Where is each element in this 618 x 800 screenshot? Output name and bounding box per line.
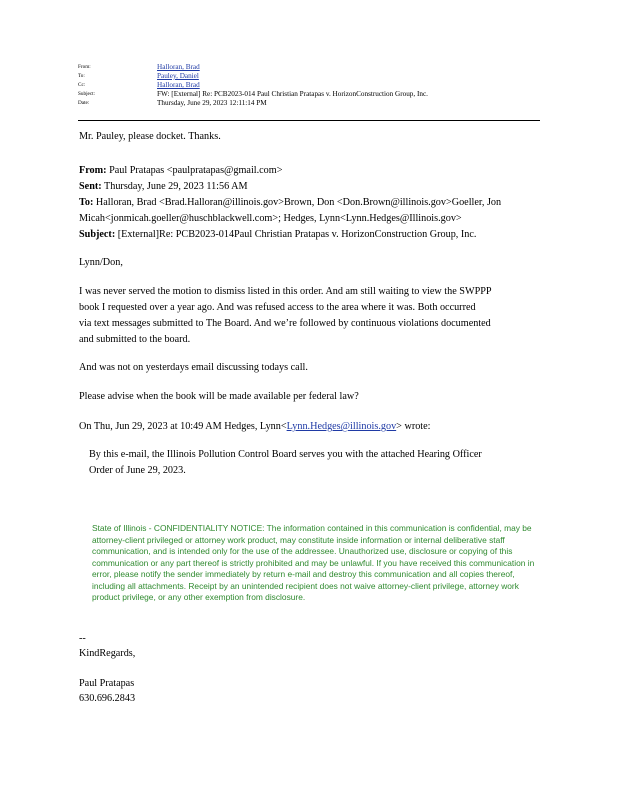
signature-phone: 630.696.2843: [79, 693, 136, 704]
signature-regards: KindRegards,: [79, 648, 136, 659]
fwd-to-line-2: Micah<jonmicah.goeller@huschblackwell.com>; Hedges, Lynn<Lynn.Hedges@Illinois.gov>: [79, 213, 462, 224]
header-cc-row: [78, 81, 540, 90]
fwd-sent-label: Sent:: [79, 181, 102, 192]
header-subject-label: Subject:: [78, 91, 96, 97]
signature-dashes: --: [79, 633, 86, 644]
paragraph-1: [79, 284, 549, 348]
paragraph-1-line-2: book I requested over a year ago. And was refused access to the area where it was. Both occurred: [79, 302, 476, 313]
header-from-label: From:: [78, 64, 91, 70]
header-subject-row: [78, 90, 540, 99]
on-wrote-prefix: On Thu, Jun 29, 2023 at 10:49 AM Hedges, Lynn<: [79, 421, 287, 432]
header-divider: [78, 120, 540, 121]
fwd-from-line: [79, 163, 549, 179]
header-subject-value: FW: [External] Re: PCB2023-014 Paul Christian Pratapas v. HorizonConstruction Group, Inc.: [157, 90, 428, 98]
quoted-message: [89, 447, 539, 479]
fwd-subject-value: [External]Re: PCB2023-014Paul Christian Pratapas v. HorizonConstruction Group, Inc.: [117, 229, 477, 240]
header-to-label: To:: [78, 73, 85, 79]
fwd-to-line: [79, 195, 549, 211]
paragraph-1-line-1: I was never served the motion to dismiss listed in this order. And am still waiting to view the SWPPP: [79, 286, 492, 297]
header-from-link[interactable]: Halloran, Brad: [157, 63, 200, 71]
header-to-row: [78, 72, 540, 81]
on-wrote-line: [79, 419, 549, 435]
fwd-subject-line: [79, 227, 549, 243]
header-from-row: [78, 63, 540, 72]
intro-text: Mr. Pauley, please docket. Thanks.: [79, 131, 221, 142]
on-wrote-suffix: > wrote:: [396, 421, 431, 432]
paragraph-1-line-4: and submitted to the board.: [79, 334, 191, 345]
lynn-email-link[interactable]: Lynn.Hedges@illinois.gov: [286, 421, 397, 432]
header-cc-link[interactable]: Halloran, Brad: [157, 81, 200, 89]
fwd-from-label: From:: [79, 165, 107, 176]
fwd-sent-line: [79, 179, 549, 195]
email-header: [78, 63, 540, 108]
header-date-row: [78, 99, 540, 108]
fwd-to-label: To:: [79, 197, 94, 208]
fwd-subject-label: Subject:: [79, 229, 116, 240]
paragraph-3: Please advise when the book will be made available per federal law?: [79, 391, 359, 402]
fwd-to-value-1: Halloran, Brad <Brad.Halloran@illinois.gov>Brown, Don <Don.Brown@illinois.gov>Goeller, Jon: [95, 197, 502, 208]
fwd-sent-value: Thursday, June 29, 2023 11:56 AM: [104, 181, 248, 192]
header-date-label: Date:: [78, 100, 90, 106]
paragraph-1-line-3: via text messages submitted to The Board. And we’re followed by continuous violations documented: [79, 318, 491, 329]
header-date-value: Thursday, June 29, 2023 12:11:14 PM: [157, 99, 267, 107]
forwarded-header: [79, 163, 549, 243]
fwd-from-value: Paul Pratapas <paulpratapas@gmail.com>: [109, 165, 283, 176]
quoted-line-1: By this e-mail, the Illinois Pollution Control Board serves you with the attached Hearing Officer: [89, 449, 482, 460]
greeting: Lynn/Don,: [79, 257, 123, 268]
signature-name: Paul Pratapas: [79, 678, 135, 689]
header-cc-label: Cc:: [78, 82, 86, 88]
paragraph-2: And was not on yesterdays email discussing todays call.: [79, 362, 308, 373]
header-to-link[interactable]: Pauley, Daniel: [157, 72, 199, 80]
quoted-line-2: Order of June 29, 2023.: [89, 465, 186, 476]
confidentiality-notice: State of Illinois - CONFIDENTIALITY NOTICE: The information contained in this communication is confidential, may be attorney-client privileged or attorney work product, may constitute inside information or internal deliberative staff communication, and is intended only for the use of the addressee. Unauthorized use, disclosure or copying of this communication or any part thereof is strictly prohibited and may be unlawful. If you have received this communication in error, please notify the sender immediately by return e-mail and destroy this communication and all copies thereof, including all attachments. Receipt by an unintended recipient does not waive attorney-client privilege, attorney work product privilege, or any other exemption from disclosure.: [92, 523, 535, 602]
